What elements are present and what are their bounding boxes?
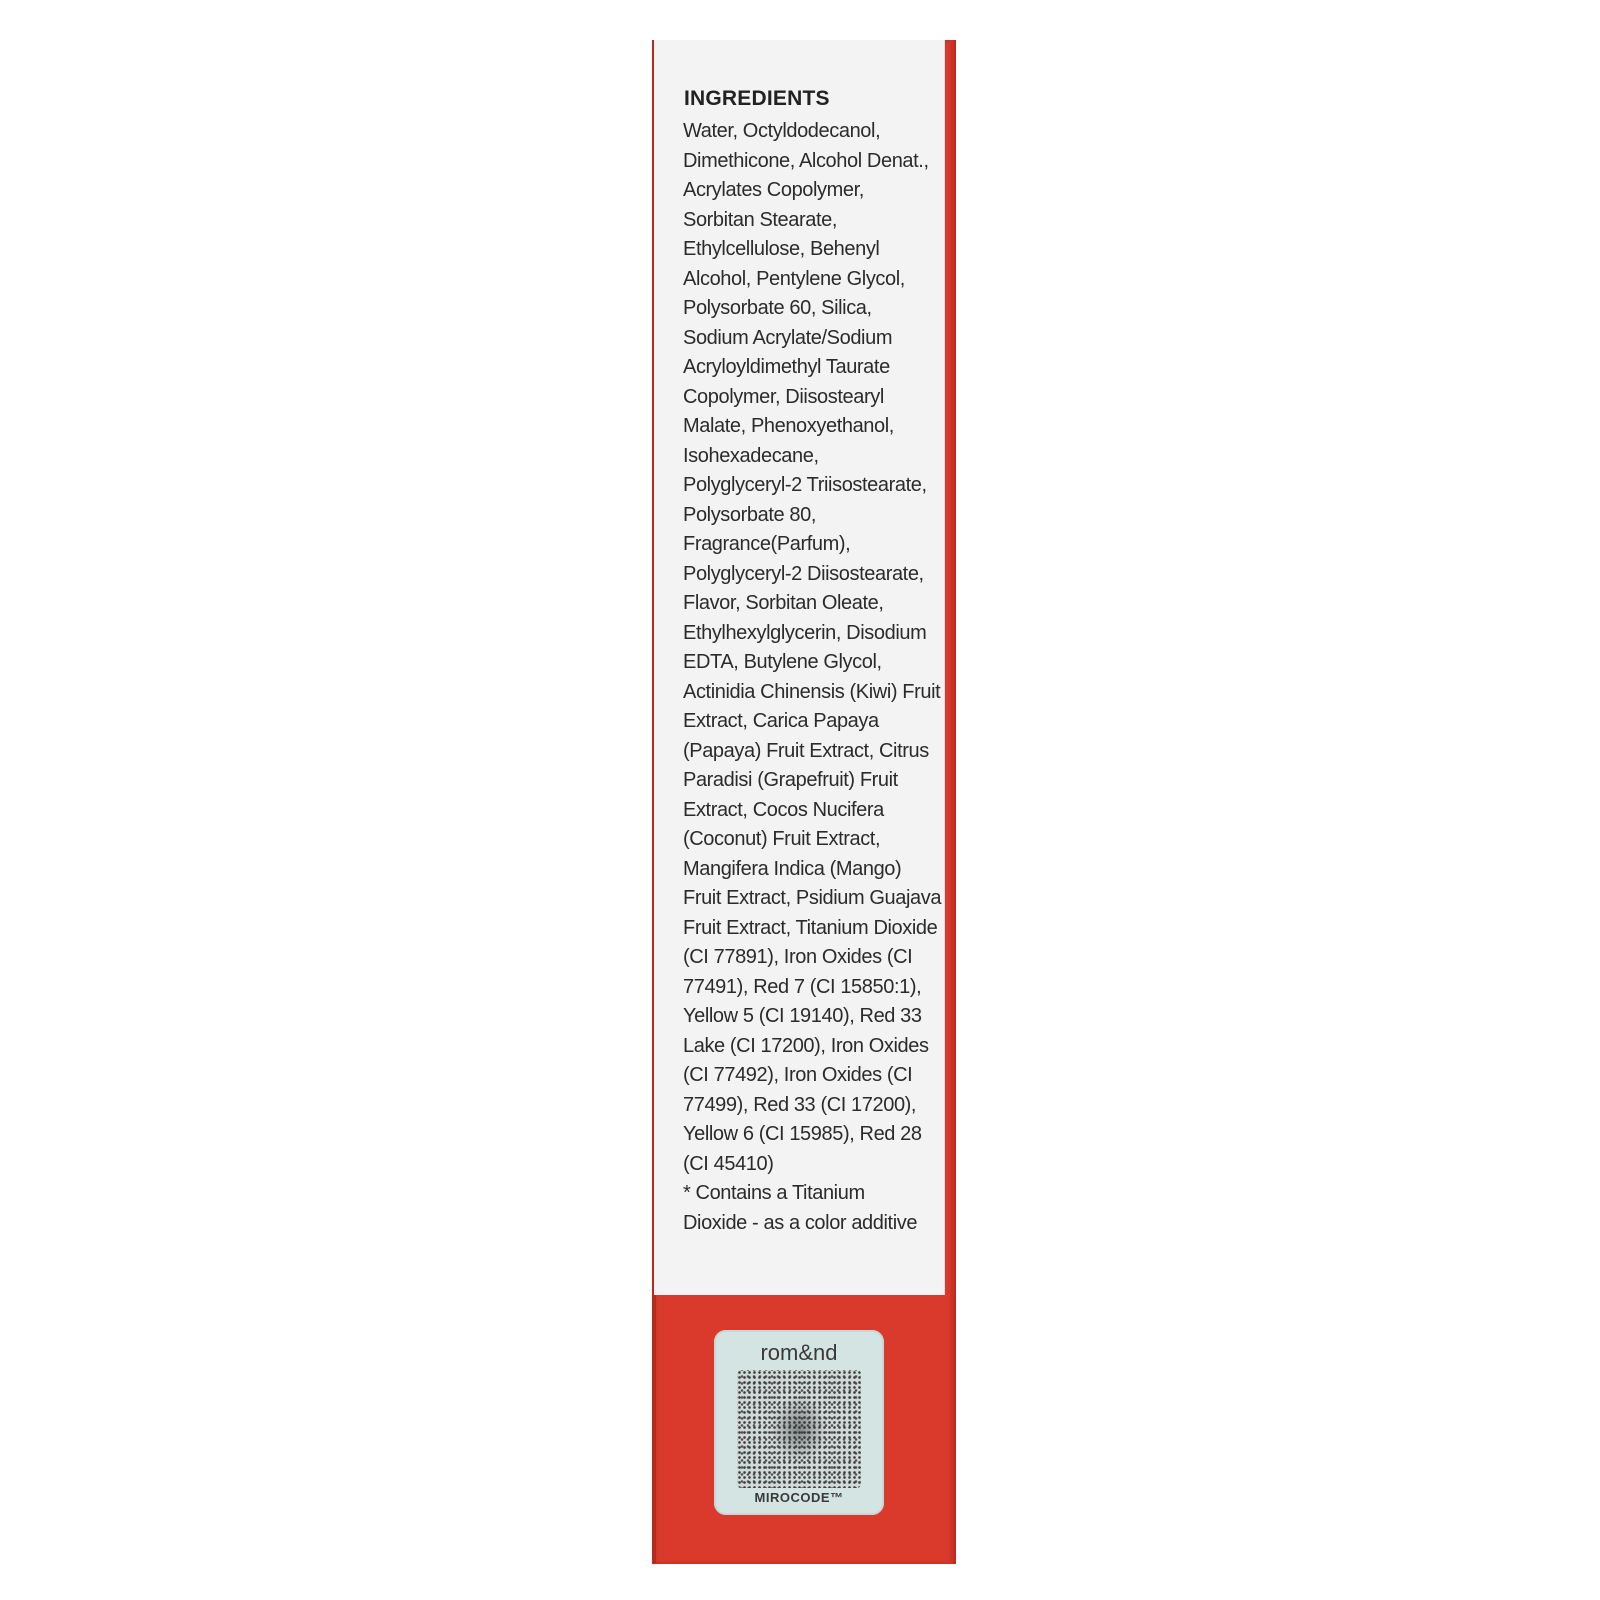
product-box <box>652 40 956 1564</box>
ingredients-heading: INGREDIENTS <box>684 87 830 110</box>
ingredient-line: Dioxide - as a color additive <box>683 1211 918 1234</box>
ingredient-line: (CI 45410) <box>683 1152 774 1175</box>
ingredient-line: Ethylcellulose, Behenyl <box>683 238 880 260</box>
ingredient-line: Extract, Cocos Nucifera <box>683 798 884 821</box>
ingredient-line: Dimethicone, Alcohol Denat., <box>683 149 929 172</box>
ingredient-line: Paradisi (Grapefruit) Fruit <box>683 769 898 791</box>
security-pattern <box>737 1370 861 1488</box>
brand-logo-text: rom&nd <box>760 1340 838 1365</box>
ingredient-line: Alcohol, Pentylene Glycol, <box>683 267 905 290</box>
ingredient-line: Fruit Extract, Psidium Guajava <box>683 887 942 909</box>
ingredients-list <box>683 117 951 1238</box>
ingredient-line: (CI 77891), Iron Oxides (CI <box>683 946 913 968</box>
ingredient-line: (Papaya) Fruit Extract, Citrus <box>683 739 929 762</box>
ingredient-line: 77499), Red 33 (CI 17200), <box>683 1093 917 1116</box>
ingredient-line: Sodium Acrylate/Sodium <box>683 326 893 349</box>
ingredient-line: Fragrance(Parfum), <box>683 533 851 555</box>
ingredients-panel <box>654 40 945 1295</box>
ingredient-line: Copolymer, Diisostearyl <box>683 385 884 408</box>
ingredient-line: Extract, Carica Papaya <box>683 710 879 732</box>
mirocode-label: MIROCODE™ <box>754 1490 844 1505</box>
ingredient-line: Polyglyceryl-2 Diisostearate, <box>683 562 924 585</box>
ingredient-line: (Coconut) Fruit Extract, <box>683 828 881 850</box>
hidden-mark-icon <box>771 1396 827 1462</box>
authenticity-sticker <box>714 1330 884 1515</box>
ingredient-line: Lake (CI 17200), Iron Oxides <box>683 1034 929 1057</box>
ingredient-line: * Contains a Titanium <box>683 1182 865 1204</box>
ingredient-line: Acrylates Copolymer, <box>683 179 864 201</box>
ingredient-line: Polysorbate 60, Silica, <box>683 297 872 319</box>
ingredient-line: Mangifera Indica (Mango) <box>683 857 902 880</box>
ingredient-line: Acryloyldimethyl Taurate <box>683 356 890 378</box>
ingredient-line: Flavor, Sorbitan Oleate, <box>683 592 884 614</box>
ingredient-line: (CI 77492), Iron Oxides (CI <box>683 1064 913 1086</box>
ingredient-line: 77491), Red 7 (CI 15850:1), <box>683 975 922 998</box>
ingredient-line: Yellow 6 (CI 15985), Red 28 <box>683 1123 922 1145</box>
ingredient-line: Water, Octyldodecanol, <box>683 120 881 142</box>
ingredient-line: Malate, Phenoxyethanol, <box>683 415 894 437</box>
ingredient-line: EDTA, Butylene Glycol, <box>683 651 882 673</box>
ingredient-line: Fruit Extract, Titanium Dioxide <box>683 916 938 939</box>
ingredient-line: Sorbitan Stearate, <box>683 208 838 231</box>
ingredient-line: Isohexadecane, <box>683 444 819 467</box>
ingredient-line: Ethylhexylglycerin, Disodium <box>683 621 927 644</box>
ingredient-line: Polysorbate 80, <box>683 503 816 526</box>
ingredient-line: Yellow 5 (CI 19140), Red 33 <box>683 1005 922 1027</box>
ingredient-line: Polyglyceryl-2 Triisostearate, <box>683 474 927 496</box>
ingredient-line: Actinidia Chinensis (Kiwi) Fruit <box>683 680 941 703</box>
